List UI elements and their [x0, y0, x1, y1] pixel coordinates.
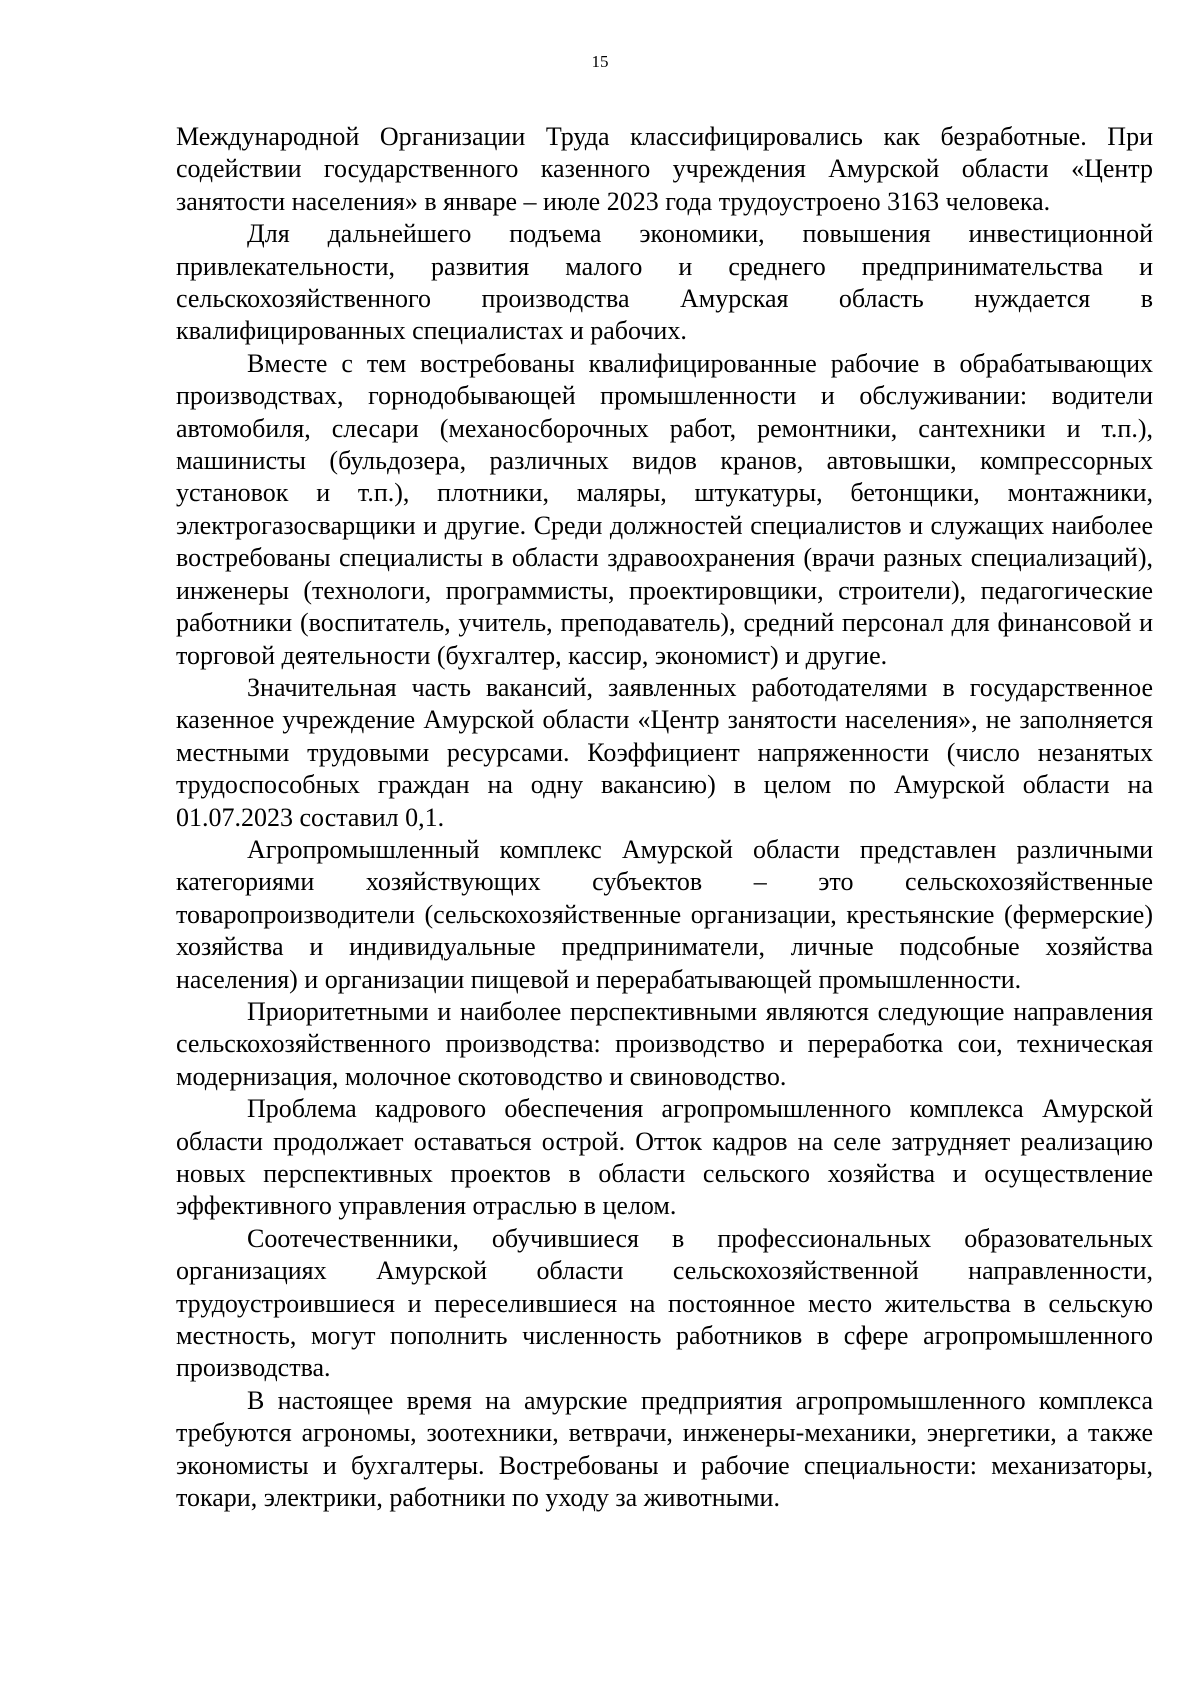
- paragraph-staffing-problem: Проблема кадрового обеспечения агропромышленного комплекса Амурской области продолжает оставаться острой. Отток кадров на селе затрудняет реализацию новых перспективных проектов в области сельского хозяйства и осуществление эффективного управления отраслью в целом.: [176, 1094, 1153, 1221]
- paragraph-demanded-workers: Вместе с тем востребованы квалифицированные рабочие в обрабатывающих производствах, горнодобывающей промышленности и обслуживании: водители автомобиля, слесари (механосборочных работ, ремонтники, сантехники и т.п.), машинисты (бульдозера, различных видов кранов, автовышки, компрессорных установок и т.п.), плотники, маляры, штукатуры, бетонщики, монтажники, электрогазосварщики и другие. Среди должностей специалистов и служащих наиболее востребованы специалисты в области здравоохранения (врачи разных специализаций), инженеры (технологи, программисты, проектировщики, строители), педагогические работники (воспитатель, учитель, преподаватель), средний персонал для финансовой и торговой деятельности (бухгалтер, кассир, экономист) и другие.: [176, 348, 1153, 670]
- document-body: [176, 121, 1153, 1514]
- paragraph-agro-complex: Агропромышленный комплекс Амурской области представлен различными категориями хозяйствующих субъектов – это сельскохозяйственные товаропроизводители (сельскохозяйственные организации, крестьянские (фермерские) хозяйства и индивидуальные предприниматели, личные подсобные хозяйства населения) и организации пищевой и перерабатывающей промышленности.: [176, 834, 1153, 994]
- paragraph-current-demand: В настоящее время на амурские предприятия агропромышленного комплекса требуются агрономы, зоотехники, ветврачи, инженеры-механики, энергетики, а также экономисты и бухгалтеры. Востребованы и рабочие специальности: механизаторы, токари, электрики, работники по уходу за животными.: [176, 1385, 1153, 1513]
- paragraph-compatriots: Соотечественники, обучившиеся в профессиональных образовательных организациях Амурской области сельскохозяйственной направленности, трудоустроившиеся и переселившиеся на постоянное место жительства в сельскую местность, могут пополнить численность работников в сфере агропромышленного производства.: [176, 1223, 1153, 1383]
- paragraph-investment-attractiveness: Для дальнейшего подъема экономики, повышения инвестиционной привлекательности, развития малого и среднего предпринимательства и сельскохозяйственного производства Амурская область нуждается в квалифицированных специалистах и рабочих.: [176, 219, 1153, 346]
- paragraph-vacancies: Значительная часть вакансий, заявленных работодателями в государственное казенное учреждение Амурской области «Центр занятости населения», не заполняется местными трудовыми ресурсами. Коэффициент напряженности (число незанятых трудоспособных граждан на одну вакансию) в целом по Амурской области на 01.07.2023 составил 0,1.: [176, 672, 1153, 832]
- paragraph-priority-directions: Приоритетными и наиболее перспективными являются следующие направления сельскохозяйственного производства: производство и переработка сои, техническая модернизация, молочное скотоводство и свиноводство.: [176, 996, 1153, 1091]
- page-number: 15: [591, 52, 609, 71]
- paragraph-continuation: Международной Организации Труда классифицировались как безработные. При содействии государственного казенного учреждения Амурской области «Центр занятости населения» в январе – июле 2023 года трудоустроено 3163 человека.: [176, 122, 1153, 216]
